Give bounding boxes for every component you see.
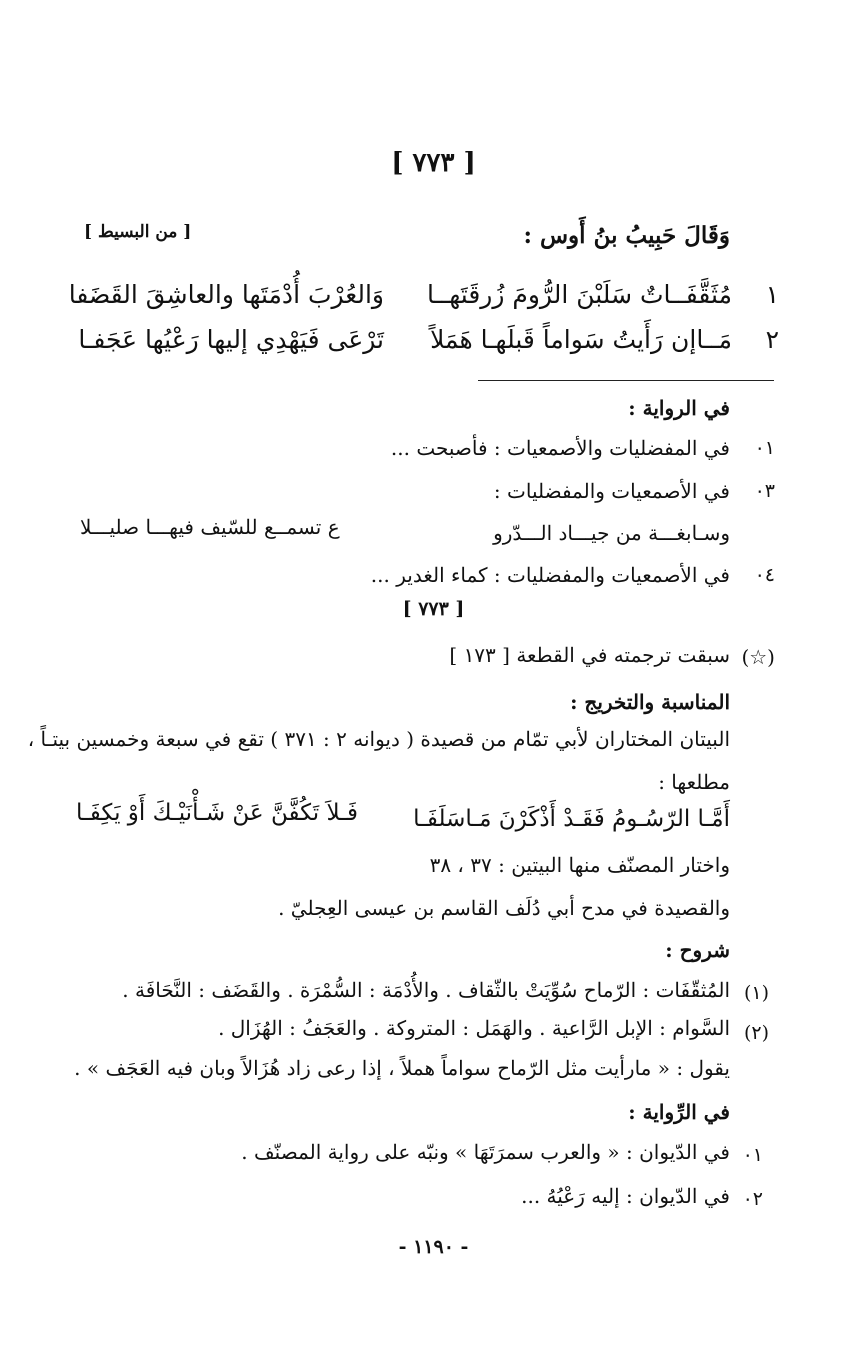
verse-number: ٢: [765, 325, 779, 354]
shuruh-heading: شروح :: [665, 938, 730, 962]
verse-right-hemistich: مُثَقَّفَــاتٌ سَلَبْنَ الرُّومَ زُرقَتَهــا: [426, 280, 732, 309]
munasaba-heading: المناسبة والتخريج :: [570, 690, 730, 714]
riwaya-item-number: ٠٣: [754, 480, 775, 502]
riwaya2-number: ٠٢: [742, 1188, 763, 1210]
verse-right-hemistich: مَــاإن رَأَيتُ سَواماً قَبلَهـا هَمَلاً: [430, 325, 732, 354]
ikhtiyar-text: واختار المصنّف منها البيتين : ٣٧ ، ٣٨: [429, 853, 730, 877]
riwaya2-heading: في الرِّواية :: [628, 1100, 730, 1124]
riwaya-item: في الأصمعيات والمفضليات :: [493, 479, 730, 503]
riwaya2-number: ٠١: [742, 1144, 763, 1166]
matlaa-label: مطلعها :: [658, 770, 730, 794]
meter-label: [ من البسيط ]: [84, 222, 192, 242]
verse-number: ١: [765, 280, 779, 309]
page-number: - ١١٩٠ -: [398, 1236, 469, 1258]
matlaa-right-hemistich: أَمَّـا الرّسُـومُ فَقَـدْ أَذْكَرْنَ مَـاسَلَفَـا: [413, 806, 730, 832]
shuruh-number: (٢): [743, 1022, 769, 1044]
qasida-text: والقصيدة في مدح أبي دُلَف القاسم بن عيسى العِجليّ .: [278, 896, 730, 920]
star-note: سبقت ترجمته في القطعة [ ١٧٣ ]: [449, 643, 730, 667]
shuruh-item: السَّوام : الإبل الرَّاعية . والهَمَل : المتروكة . والعَجَفُ : الهُزَال .: [218, 1016, 730, 1040]
riwaya2-item: في الدّيوان : « والعرب سمرَتَهَا » ونبّه على رواية المصنّف .: [241, 1140, 730, 1164]
munasaba-text: البيتان المختاران لأبي تمّام من قصيدة ( ديوانه ٢ : ٣٧١ ) تقع في سبعة وخمسين بيتـاً ،: [27, 727, 730, 751]
riwaya-item: في الأصمعيات والمفضليات : كماء الغدير ...: [370, 563, 730, 587]
riwaya2-item: في الدّيوان : إليه رَعْيُهُ ...: [521, 1184, 730, 1208]
riwaya-heading: في الرواية :: [628, 396, 730, 420]
verse-left-hemistich: وَالعُرْبَ أُدْمَتَها والعاشِقَ القَضَفا: [68, 280, 384, 309]
riwaya-item: في المفضليات والأصمعيات : فأصبحت ...: [390, 436, 730, 460]
shuruh-item: المُثقّفَات : الرّماح سُوِّيَتْ بالثّقاف . والأُدْمَة : السُّمْرَة . والقَضَف : النَّحَافَة .: [122, 978, 730, 1002]
shuruh-number: (١): [743, 982, 769, 1004]
riwaya-item-number: ٠٤: [754, 564, 775, 586]
riwaya-item-number: ٠١: [754, 437, 775, 459]
star-marker: (☆): [741, 645, 775, 669]
verse-left-hemistich: تَرْعَى فَيَهْدِي إليها رَعْيُها عَجَفـا: [78, 325, 384, 354]
riwaya-verse-right: وسـابغـــة من جيـــاد الـــدّرو: [493, 521, 730, 545]
poem-intro: وَقَالَ حَبِيبُ بنُ أَوس :: [523, 222, 730, 249]
footnote-separator: [478, 380, 774, 381]
poem-number: [ ٧٧٣ ]: [391, 148, 476, 178]
matlaa-left-hemistich: فَـلاَ تَكُفَّنَّ عَنْ شَـأْنَيْـكَ أَوْ يَكِفَـا: [76, 800, 358, 826]
riwaya-verse-left: ع تسمــع للسّيف فيهـــا صليـــلا: [80, 515, 340, 539]
section-number: [ ٧٧٣ ]: [402, 598, 465, 620]
yaqul-text: يقول : « مارأيت مثل الرّماح سواماً هملاً ، إذا رعى زاد هُزَالاً وبان فيه العَجَف » .: [74, 1056, 730, 1080]
